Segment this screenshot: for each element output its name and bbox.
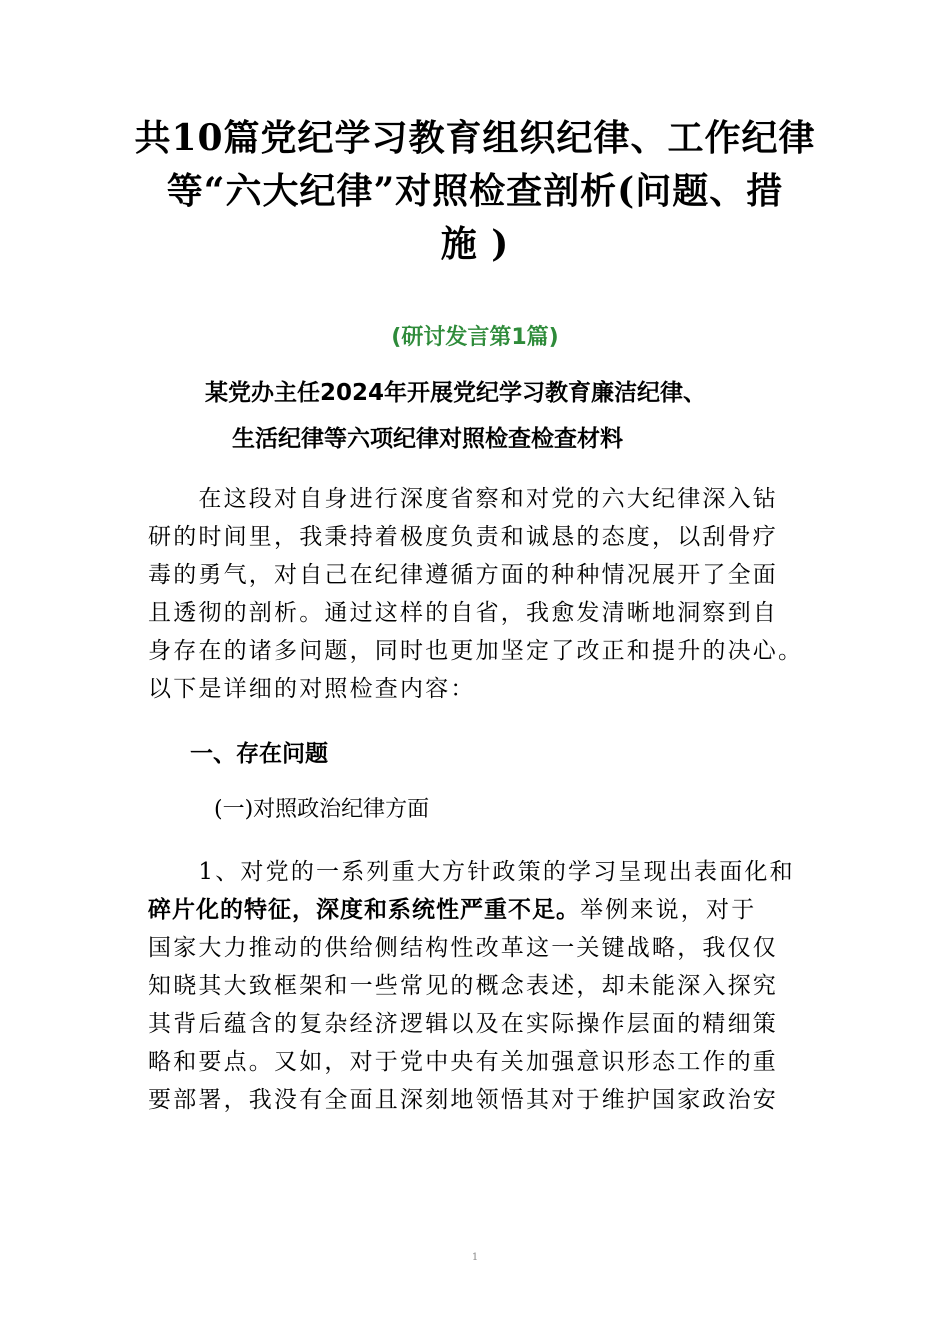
item-1-line: 要部署，我没有全面且深刻地领悟其对于维护国家政治安 xyxy=(148,1087,778,1113)
page-number: 1 xyxy=(471,1252,479,1263)
section-heading: 一、存在问题 xyxy=(190,741,328,767)
subsection-heading: (一)对照政治纪律方面 xyxy=(214,797,430,822)
item-1-line: 1、对党的一系列重大方针政策的学习呈现出表面化和 xyxy=(148,859,795,885)
title-line-2: 等“六大纪律”对照检查剖析(问题、措 xyxy=(166,170,784,212)
item-1-bold-tail: 举例来说，对于 xyxy=(580,897,757,923)
document-main-title xyxy=(120,112,830,271)
title-line-1: 共10篇党纪学习教育组织纪律、工作纪律 xyxy=(134,117,816,159)
item-1-paragraph xyxy=(148,853,838,1119)
intro-line: 以下是详细的对照检查内容： xyxy=(148,676,476,702)
doc-title-line-1: 某党办主任2024年开展党纪学习教育廉洁纪律、 xyxy=(205,380,707,406)
intro-line: 研的时间里，我秉持着极度负责和诚恳的态度，以刮骨疗 xyxy=(148,524,778,550)
intro-paragraph xyxy=(148,480,838,708)
subtitle: (研讨发言第1篇) xyxy=(391,325,559,350)
title-line-3: 施 ) xyxy=(440,223,510,265)
item-1-line: 略和要点。又如，对于党中央有关加强意识形态工作的重 xyxy=(148,1049,778,1075)
doc-title-line-2: 生活纪律等六项纪律对照检查检查材料 xyxy=(232,426,623,452)
item-1-line: 国家大力推动的供给侧结构性改革这一关键战略，我仅仅 xyxy=(148,935,778,961)
intro-line: 身存在的诸多问题，同时也更加坚定了改正和提升的决心。 xyxy=(148,638,804,664)
intro-line: 且透彻的剖析。通过这样的自省，我愈发清晰地洞察到自 xyxy=(148,600,778,626)
intro-line: 在这段对自身进行深度省察和对党的六大纪律深入钻 xyxy=(148,486,778,512)
intro-line: 毒的勇气，对自己在纪律遵循方面的种种情况展开了全面 xyxy=(148,562,778,588)
item-1-bold-text: 碎片化的特征，深度和系统性严重不足。 xyxy=(148,897,580,923)
item-1-line: 其背后蕴含的复杂经济逻辑以及在实际操作层面的精细策 xyxy=(148,1011,778,1037)
item-1-line: 知晓其大致框架和一些常见的概念表述，却未能深入探究 xyxy=(148,973,778,999)
item-1-line xyxy=(148,891,838,929)
